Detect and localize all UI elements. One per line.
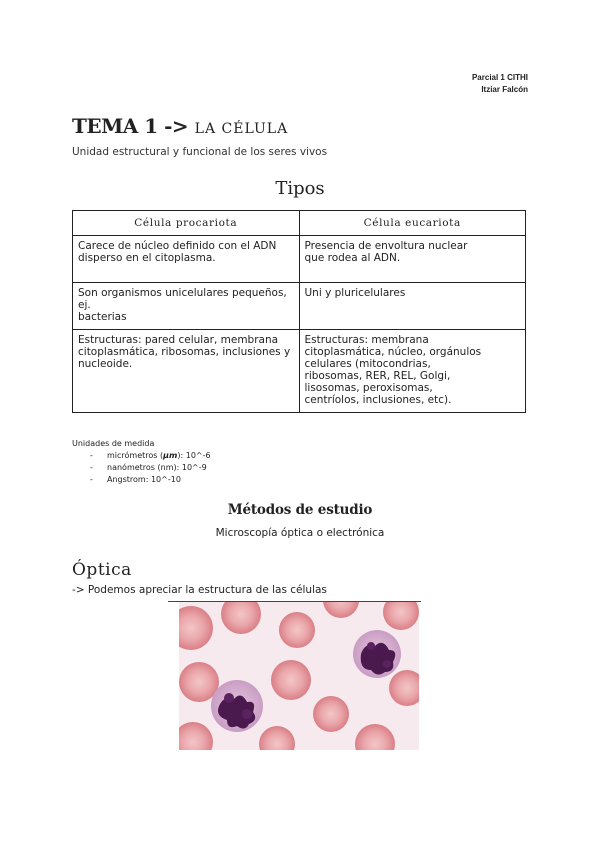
course-label: Parcial 1 CITHI: [471, 73, 528, 82]
title-main: TEMA 1 ->: [72, 114, 195, 138]
units-block: [72, 438, 211, 486]
cell-types-table: [72, 210, 526, 413]
list-item: - nanómetros (nm): 10^-9: [90, 462, 211, 474]
units-list: [72, 450, 211, 486]
list-item: - Angstrom: 10^-10: [90, 474, 211, 486]
page-subtitle: Unidad estructural y funcional de los seres vivos: [72, 146, 328, 158]
optica-description: -> Podemos apreciar la estructura de las células: [72, 584, 327, 596]
table-row: [73, 330, 526, 413]
section-heading-tipos: Tipos: [275, 178, 325, 199]
table-row: [73, 236, 526, 283]
metodos-subtitle: Microscopía óptica o electrónica: [215, 527, 385, 539]
page-title: [72, 114, 288, 138]
list-item: - micrómetros (µm): 10^-6: [90, 450, 211, 462]
section-heading-metodos: Métodos de estudio: [227, 502, 373, 518]
author-name: Itziar Falcón: [481, 85, 528, 94]
table-row: [73, 283, 526, 330]
table-cell: Estructuras: pared celular, membrana citoplasmática, ribosomas, inclusiones y nucleoide.: [73, 330, 300, 413]
table-cell: Presencia de envoltura nuclear que rodea al ADN.: [299, 236, 526, 283]
document-header: [472, 72, 528, 96]
table-cell: Estructuras: membrana citoplasmática, núcleo, orgánulos celulares (mitocondrias, ribosomas, RER, REL, Golgi, lisosomas, peroxisomas, centríolos, inclusiones, etc).: [299, 330, 526, 413]
table-cell: Son organismos unicelulares pequeños, ej. bacterias: [73, 283, 300, 330]
blood-smear-image: [179, 602, 419, 750]
units-title: Unidades de medida: [72, 439, 155, 448]
table-header-row: [73, 211, 526, 236]
title-sub: LA CÉLULA: [194, 121, 289, 137]
section-heading-optica: Óptica: [72, 560, 132, 580]
table-cell: Carece de núcleo definido con el ADN disperso en el citoplasma.: [73, 236, 300, 283]
table-header-eucariota: Célula eucariota: [299, 211, 526, 236]
table-cell: Uni y pluricelulares: [299, 283, 526, 330]
table-header-procariota: Célula procariota: [73, 211, 300, 236]
